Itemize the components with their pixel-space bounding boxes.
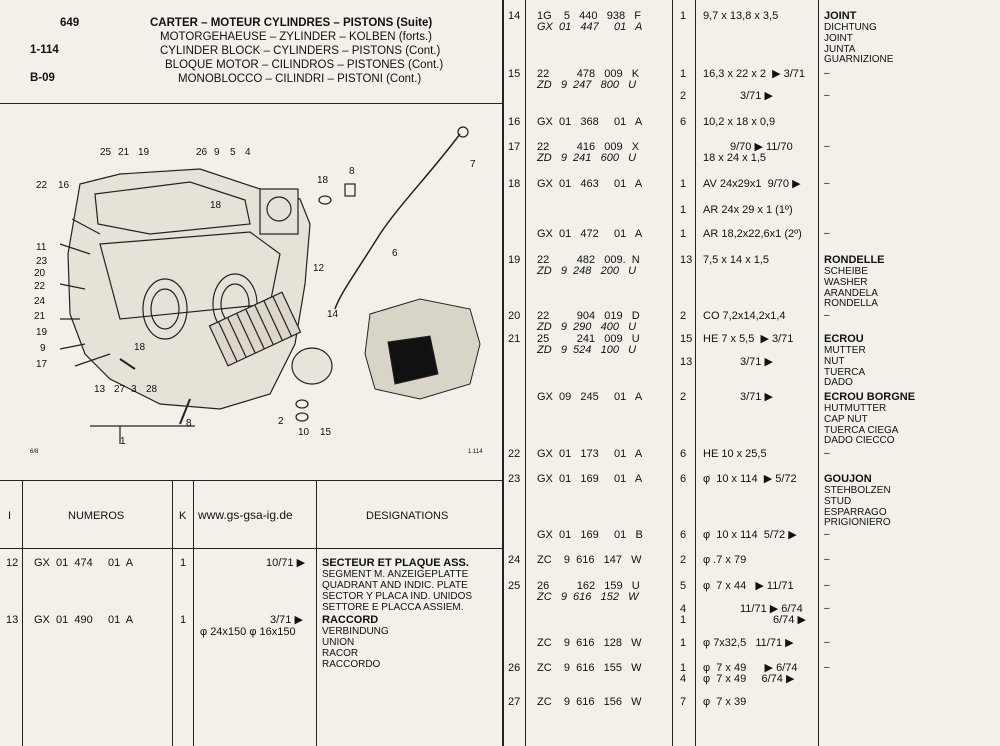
designation-line: DICHTUNG bbox=[824, 22, 877, 33]
dimensions: φ 24x150 φ 16x150 bbox=[200, 626, 296, 638]
dimensions: 11/71 ▶ 6/74 bbox=[740, 603, 803, 615]
quantity: 4 bbox=[680, 603, 687, 615]
callout-21: 21 bbox=[118, 147, 130, 158]
part-number-alt: GX 01 447 01 A bbox=[537, 21, 643, 33]
designation-fr: – bbox=[824, 637, 830, 648]
quantity: 1 bbox=[680, 10, 687, 22]
dimensions: 3/71 ▶ bbox=[740, 391, 773, 403]
row-index: 20 bbox=[508, 310, 521, 322]
quantity: 1 bbox=[180, 557, 187, 569]
quantity: 2 bbox=[680, 554, 687, 566]
quantity: 15 bbox=[680, 333, 693, 345]
col-header-designations: DESIGNATIONS bbox=[366, 510, 449, 522]
quantity: 5 bbox=[680, 580, 687, 592]
dimensions-alt: 6/74 ▶ bbox=[773, 614, 806, 626]
part-number: GX 01 169 01 A bbox=[537, 473, 643, 485]
designation-line: MUTTER bbox=[824, 345, 866, 356]
designation-line: RONDELLA bbox=[824, 298, 878, 310]
quantity: 6 bbox=[680, 448, 687, 460]
part-number: 22 416 009 X bbox=[537, 141, 640, 153]
quantity: 7 bbox=[680, 696, 687, 708]
dimensions: 9,7 x 13,8 x 3,5 bbox=[703, 10, 779, 22]
part-number: GX 01 173 01 A bbox=[537, 448, 643, 460]
designation-fr: – bbox=[824, 448, 830, 459]
callout-3: 3 bbox=[131, 384, 137, 395]
row-index: 14 bbox=[508, 10, 521, 22]
dimensions: φ 7 x 39 bbox=[703, 696, 747, 708]
designation-line: ESPARRAGO bbox=[824, 506, 887, 518]
callout-10: 10 bbox=[298, 427, 310, 438]
callout-19: 19 bbox=[138, 147, 150, 158]
part-number: GX 09 245 01 A bbox=[537, 391, 643, 403]
dimensions: φ 7 x 44 ▶ 11/71 bbox=[703, 580, 794, 592]
row-index: 27 bbox=[508, 696, 521, 708]
designation-line: ARANDELA bbox=[824, 287, 878, 299]
part-number: 25 241 009 U bbox=[537, 333, 640, 345]
designation-fr: SECTEUR ET PLAQUE ASS. bbox=[322, 557, 469, 569]
designation-line: JOINT bbox=[824, 32, 853, 44]
part-number-alt: ZD 9 524 100 U bbox=[537, 344, 637, 356]
dimensions: AR 18,2x22,6x1 (2º) bbox=[703, 228, 802, 240]
callout-26: 26 bbox=[196, 147, 208, 158]
date-range: 3/71 ▶ bbox=[270, 614, 303, 626]
quantity: 2 bbox=[680, 391, 687, 403]
part-number-alt: ZD 9 247 800 U bbox=[537, 79, 637, 91]
dimensions-alt: 18 x 24 x 1,5 bbox=[703, 152, 766, 164]
part-number-alt: ZD 9 290 400 U bbox=[537, 321, 637, 333]
part-number: 22 478 009 K bbox=[537, 68, 640, 80]
row-index: 25 bbox=[508, 580, 521, 592]
callout-18-mid: 18 bbox=[210, 200, 222, 211]
dimensions: 16,3 x 22 x 2 ▶ 3/71 bbox=[703, 68, 806, 80]
designation-line: NUT bbox=[824, 355, 845, 367]
callout-13: 13 bbox=[94, 384, 106, 395]
callout-8: 8 bbox=[186, 418, 192, 429]
designation-line: STUD bbox=[824, 495, 852, 507]
designation-line: STEHBOLZEN bbox=[824, 485, 891, 496]
row-index: 23 bbox=[508, 473, 521, 485]
callout-19b: 19 bbox=[36, 327, 48, 338]
callout-20: 20 bbox=[34, 268, 46, 279]
title-de: MOTORGEHAEUSE – ZYLINDER – KOLBEN (forts.) bbox=[160, 31, 433, 43]
quantity: 1 bbox=[680, 204, 687, 216]
figure-code-left: 6/8 bbox=[30, 449, 39, 455]
designation-es: SECTOR Y PLACA IND. UNIDOS bbox=[322, 591, 473, 602]
callout-4: 4 bbox=[245, 147, 251, 158]
callout-11: 11 bbox=[36, 242, 47, 253]
part-number: 26 162 159 U bbox=[537, 580, 640, 592]
title-en: CYLINDER BLOCK – CYLINDERS – PISTONS (Cont.) bbox=[160, 45, 441, 57]
dimensions: φ 10 x 114 5/72 ▶ bbox=[703, 529, 797, 541]
part-number: 1G 5 440 938 F bbox=[537, 10, 641, 22]
quantity: 6 bbox=[680, 116, 687, 128]
designation-fr: ECROU bbox=[824, 333, 864, 345]
designation-fr: – bbox=[824, 603, 830, 614]
site-url-link[interactable]: www.gs-gsa-ig.de bbox=[198, 508, 293, 522]
part-number: GX 01 463 01 A bbox=[537, 178, 643, 190]
dimensions: HE 10 x 25,5 bbox=[703, 448, 767, 460]
dimensions: 10,2 x 18 x 0,9 bbox=[703, 116, 776, 128]
quantity: 1 bbox=[680, 637, 687, 649]
quantity: 1 bbox=[680, 662, 687, 674]
dimensions: AV 24x29x1 9/70 ▶ bbox=[703, 178, 801, 190]
quantity: 1 bbox=[680, 178, 687, 190]
designation-it: RACCORDO bbox=[322, 659, 381, 670]
quantity: 13 bbox=[680, 356, 693, 368]
callout-15: 15 bbox=[320, 427, 332, 438]
part-number-alt: ZD 9 241 600 U bbox=[537, 152, 637, 164]
callout-28: 28 bbox=[146, 384, 158, 395]
callout-21b: 21 bbox=[34, 311, 46, 322]
callout-14: 14 bbox=[327, 309, 339, 320]
page-number: 649 bbox=[60, 17, 80, 29]
part-number: ZC 9 616 155 W bbox=[537, 662, 642, 674]
part-number: GX 01 472 01 A bbox=[537, 228, 643, 240]
part-number: GX 01 474 01 A bbox=[34, 557, 134, 569]
designation-fr: – bbox=[824, 310, 830, 321]
callout-1: 1 bbox=[120, 436, 126, 447]
designation-line: DADO bbox=[824, 377, 853, 389]
quantity: 2 bbox=[680, 310, 687, 322]
designation-line: HUTMUTTER bbox=[824, 403, 887, 414]
designation-it: SETTORE E PLACCA ASSIEM. bbox=[322, 602, 464, 613]
designation-fr: – bbox=[824, 662, 830, 673]
callout-23: 23 bbox=[36, 256, 48, 267]
quantity: 1 bbox=[680, 68, 687, 80]
ref-code-1: 1-114 bbox=[30, 44, 59, 56]
title-es: BLOQUE MOTOR – CILINDROS – PISTONES (Cont.) bbox=[165, 59, 444, 71]
quantity: 6 bbox=[680, 529, 687, 541]
part-number: ZC 9 616 156 W bbox=[537, 696, 642, 708]
designation-fr: – bbox=[824, 68, 830, 79]
designation-line: TUERCA CIEGA bbox=[824, 424, 899, 436]
designation-line: WASHER bbox=[824, 276, 868, 288]
designation-line: JUNTA bbox=[824, 43, 856, 55]
designation-fr: RONDELLE bbox=[824, 254, 885, 266]
callout-22: 22 bbox=[36, 180, 48, 191]
callout-9: 9 bbox=[214, 147, 220, 158]
date-range: 10/71 ▶ bbox=[266, 557, 306, 569]
part-number: GX 01 368 01 A bbox=[537, 116, 643, 128]
part-number: GX 01 169 01 B bbox=[537, 529, 643, 541]
designation-line: PRIGIONIERO bbox=[824, 517, 891, 529]
callout-18b: 18 bbox=[134, 342, 146, 353]
dimensions-alt: φ 7 x 49 6/74 ▶ bbox=[703, 673, 795, 685]
designation-fr: JOINT bbox=[824, 10, 857, 22]
dimensions: HE 7 x 5,5 ▶ 3/71 bbox=[703, 333, 794, 345]
quantity-alt: 4 bbox=[680, 673, 687, 685]
dimensions: φ .7 x 79 bbox=[703, 554, 747, 566]
part-number-alt: ZC 9 616 152 W bbox=[537, 591, 639, 603]
row-index: 15 bbox=[508, 68, 521, 80]
designation-fr: – bbox=[824, 580, 830, 591]
designation-fr: – bbox=[824, 529, 830, 540]
row-index: 18 bbox=[508, 178, 521, 190]
callout-18-top: 18 bbox=[317, 175, 329, 186]
designation-line: SCHEIBE bbox=[824, 266, 868, 277]
callout-5: 5 bbox=[230, 147, 236, 158]
callout-9b: 9 bbox=[40, 343, 46, 354]
dimensions: 3/71 ▶ bbox=[740, 90, 773, 102]
designation-line: TUERCA bbox=[824, 366, 866, 378]
col-header-index: I bbox=[8, 510, 12, 522]
designation-line: DADO CIECCO bbox=[824, 435, 895, 447]
row-index: 22 bbox=[508, 448, 521, 460]
designation-fr: – bbox=[824, 178, 830, 189]
engine-block-drawing bbox=[0, 104, 502, 480]
designation-de: SEGMENT M. ANZEIGEPLATTE bbox=[322, 569, 469, 580]
designation-en: UNION bbox=[322, 637, 355, 648]
row-index: 19 bbox=[508, 254, 521, 266]
dimensions: 7,5 x 14 x 1,5 bbox=[703, 254, 770, 266]
part-number: GX 01 490 01 A bbox=[34, 614, 134, 626]
callout-24: 24 bbox=[34, 296, 46, 307]
designation-fr: RACCORD bbox=[322, 614, 379, 626]
quantity: 1 bbox=[680, 228, 687, 240]
row-index: 21 bbox=[508, 333, 521, 345]
quantity: 1 bbox=[180, 614, 187, 626]
dimensions: AR 24x 29 x 1 (1º) bbox=[703, 204, 793, 216]
row-index: 16 bbox=[508, 116, 521, 128]
row-index: 12 bbox=[6, 557, 19, 569]
callout-22b: 22 bbox=[34, 281, 46, 292]
part-number: 22 904 019 D bbox=[537, 310, 640, 322]
designation-fr: ECROU BORGNE bbox=[824, 391, 916, 403]
part-number: ZC 9 616 147 W bbox=[537, 554, 642, 566]
figure-code-right: 1.114 bbox=[468, 449, 483, 455]
ref-code-2: B-09 bbox=[30, 72, 55, 84]
designation-de: VERBINDUNG bbox=[322, 626, 389, 637]
dimensions: φ 10 x 114 ▶ 5/72 bbox=[703, 473, 797, 485]
callout-2: 2 bbox=[278, 416, 284, 427]
dimensions: CO 7,2x14,2x1,4 bbox=[703, 310, 786, 322]
dimensions: φ 7 x 49 ▶ 6/74 bbox=[703, 662, 798, 674]
part-number-alt: ZD 9 248 200 U bbox=[537, 265, 637, 277]
callout-16: 16 bbox=[58, 180, 70, 191]
dimensions: 9/70 ▶ 11/70 bbox=[730, 141, 793, 153]
callout-27: 27 bbox=[114, 384, 126, 395]
part-number: 22 482 009. N bbox=[537, 254, 640, 266]
designation-fr: GOUJON bbox=[824, 473, 872, 485]
callout-6: 6 bbox=[392, 248, 398, 259]
quantity: 2 bbox=[680, 90, 687, 102]
callout-17: 17 bbox=[36, 359, 48, 370]
designation-fr: – bbox=[824, 90, 830, 101]
col-header-numeros: NUMEROS bbox=[68, 510, 125, 522]
designation-en: QUADRANT AND INDIC. PLATE bbox=[322, 580, 468, 591]
row-index: 24 bbox=[508, 554, 521, 566]
quantity-alt: 1 bbox=[680, 614, 687, 626]
title-it: MONOBLOCCO – CILINDRI – PISTONI (Cont.) bbox=[178, 73, 422, 85]
row-index: 13 bbox=[6, 614, 19, 626]
part-number: ZC 9 616 128 W bbox=[537, 637, 642, 649]
callout-25: 25 bbox=[100, 147, 112, 158]
title-fr: CARTER – MOTEUR CYLINDRES – PISTONS (Suite) bbox=[150, 17, 433, 29]
row-index: 26 bbox=[508, 662, 521, 674]
designation-fr: – bbox=[824, 228, 830, 239]
callout-12: 12 bbox=[313, 263, 325, 274]
designation-es: RACOR bbox=[322, 648, 359, 659]
callout-8-top: 8 bbox=[349, 166, 355, 177]
quantity: 13 bbox=[680, 254, 693, 266]
quantity: 6 bbox=[680, 473, 687, 485]
row-index: 17 bbox=[508, 141, 521, 153]
designation-fr: – bbox=[824, 554, 830, 565]
designation-line: GUARNIZIONE bbox=[824, 54, 894, 66]
dimensions: 3/71 ▶ bbox=[740, 356, 773, 368]
designation-line: CAP NUT bbox=[824, 413, 868, 425]
callout-7: 7 bbox=[470, 159, 476, 170]
dimensions: φ 7x32,5 11/71 ▶ bbox=[703, 637, 794, 649]
designation-fr: – bbox=[824, 141, 830, 152]
col-header-k: K bbox=[179, 510, 187, 522]
exploded-view-diagram bbox=[0, 104, 502, 480]
